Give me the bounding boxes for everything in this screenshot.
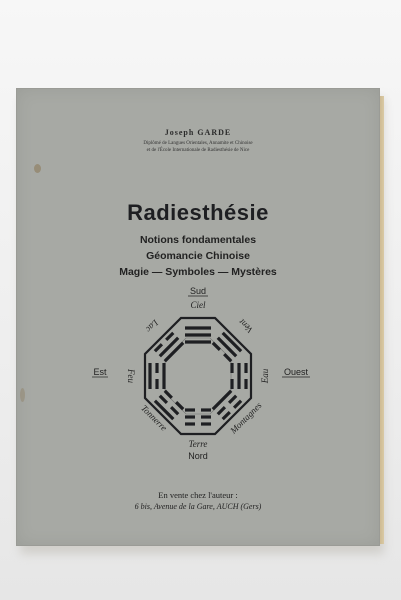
trigram-line xyxy=(176,402,183,409)
trigram-line xyxy=(165,343,183,361)
trigram-line xyxy=(223,412,230,419)
label-feu: Feu xyxy=(126,369,136,383)
trigram-line xyxy=(213,391,231,409)
trigram-line xyxy=(229,396,236,403)
label-eau: Eau xyxy=(260,368,270,384)
bagua-diagram xyxy=(80,278,316,468)
label-est: Est xyxy=(93,367,107,377)
trigram-line xyxy=(171,407,178,414)
trigram-line xyxy=(218,407,225,414)
footer-sale-notice: En vente chez l'auteur : xyxy=(158,490,238,500)
label-tonnerre: Tonnerre xyxy=(139,402,170,433)
trigram-marks xyxy=(150,328,246,424)
subtitle-1: Notions fondamentales xyxy=(139,234,257,246)
trigram-line xyxy=(213,343,220,350)
foxing-spot xyxy=(20,388,25,402)
label-montagnes: Montagnes xyxy=(228,400,264,436)
trigram-line xyxy=(166,333,173,340)
trigram-line xyxy=(234,401,241,408)
label-nord: Nord xyxy=(188,451,208,461)
book-cover xyxy=(16,88,380,546)
subtitle-3: Magie — Symboles — Mystères xyxy=(119,266,277,278)
trigram-line xyxy=(160,338,178,356)
subtitle-2: Géomancie Chinoise xyxy=(146,250,250,262)
label-ouest: Ouest xyxy=(283,367,309,377)
label-vent: Vent xyxy=(236,317,255,336)
label-ciel: Ciel xyxy=(190,300,206,310)
author-credentials-line-1: Diplômé de Langues Orientales, Annamite et Chinoise xyxy=(143,141,253,146)
trigram-line xyxy=(160,396,167,403)
footer-address: 6 bis, Avenue de la Gare, AUCH (Gers) xyxy=(134,502,262,511)
author-name: Joseph GARDE xyxy=(164,128,232,137)
foxing-spot xyxy=(34,164,41,173)
book-title: Radiesthésie xyxy=(127,200,269,225)
trigram-line xyxy=(165,391,172,398)
label-terre: Terre xyxy=(188,439,208,449)
trigram-line xyxy=(224,354,231,361)
label-sud: Sud xyxy=(189,286,207,296)
author-credentials xyxy=(16,140,380,154)
trigram-line xyxy=(155,344,162,351)
trigram-line xyxy=(218,338,236,356)
label-lac: Lac xyxy=(143,317,161,335)
author-credentials-line-2: et de l'École Internationale de Radiesthésie de Nice xyxy=(146,148,250,153)
